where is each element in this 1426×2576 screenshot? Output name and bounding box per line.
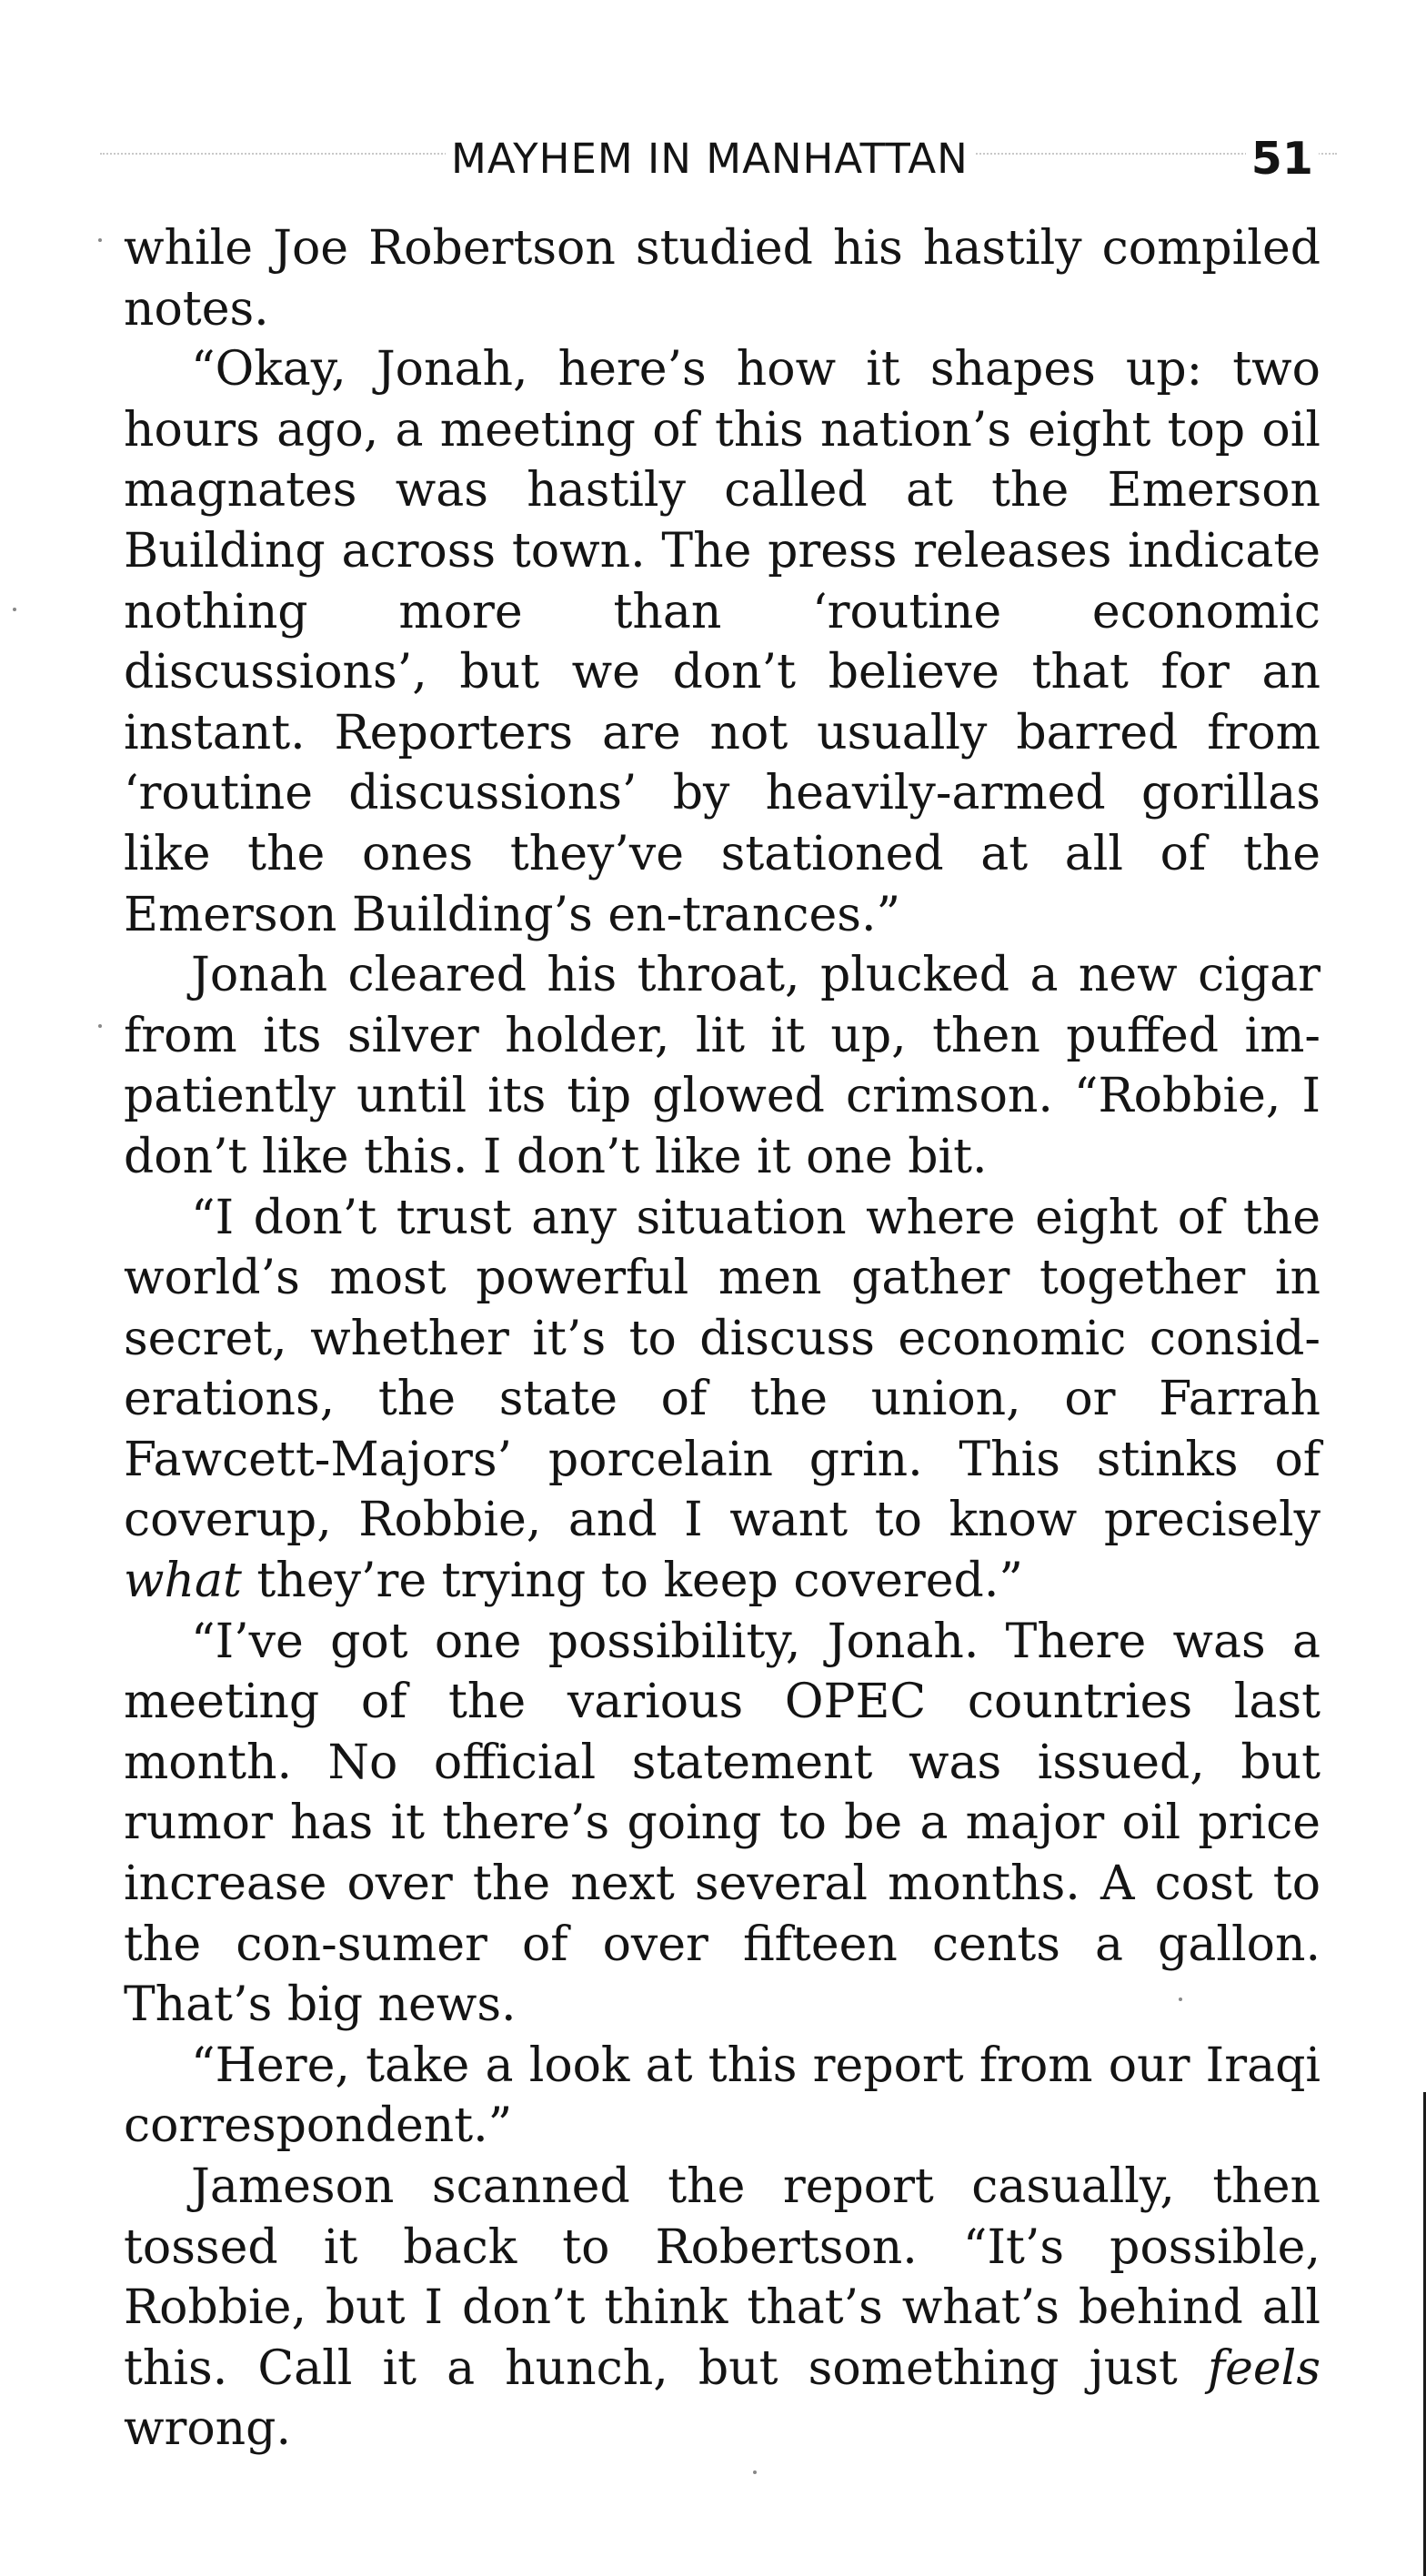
text-run: wrong. (124, 2401, 291, 2457)
italic-emphasis: what (124, 1554, 242, 1609)
text-run: “I’ve got one possibility, Jonah. There was a meeting of the various OPEC countries last month. No official statement was issued, but rumor has it there’s going to be a major oil price increase over the next several months. A cost to the con-sumer of over fifteen cents a gallon. That’s big news. (124, 1614, 1321, 2033)
text-run: Jameson scanned the report casually, then tossed it back to Robertson. “It’s possible, Robbie, but I don’t think that’s what’s behind all this. Call it a hunch, but something just (124, 2159, 1321, 2396)
running-head (118, 135, 1319, 189)
print-speck (1179, 1997, 1182, 2001)
body-paragraph (124, 218, 1321, 339)
body-paragraph (124, 2036, 1321, 2157)
text-run: “Here, take a look at this report from our Iraqi correspondent.” (124, 2038, 1321, 2154)
body-paragraph (124, 945, 1321, 1187)
text-run: Jonah cleared his throat, plucked a new cigar from its silver holder, lit it up, then puffed im-patiently until its tip glowed crimson. “Robbie, I don’t like this. I don’t like it one bit. (124, 948, 1321, 1184)
body-paragraph (124, 339, 1321, 945)
print-speck (13, 608, 16, 611)
text-run: “Okay, Jonah, here’s how it shapes up: two hours ago, a meeting of this nation’s eight top oil magnates was hastily called at the Emerson Building across town. The press releases indicate nothing more than ‘routine economic discussions’, but we don’t believe that for an instant. Reporters are not usually barred from ‘routine discussions’ by heavily-armed gorillas like the ones they’ve stationed at all of the Emerson Building’s en-trances.” (124, 342, 1321, 942)
italic-emphasis: feels (1207, 2340, 1321, 2396)
body-paragraph (124, 1188, 1321, 1612)
text-run: they’re trying to keep covered.” (241, 1554, 1023, 1609)
print-speck (98, 1024, 102, 1028)
body-paragraph (124, 1612, 1321, 2036)
body-paragraph (124, 2157, 1321, 2460)
body-text (124, 218, 1321, 2460)
text-run: while Joe Robertson studied his hastily compiled notes. (124, 221, 1321, 337)
text-run: “I don’t trust any situation where eight of the world’s most powerful men gather together in secret, whether it’s to discuss economic consid-erations, the state of the union, or Farrah Fawcett-Majors’ porcelain grin. This stinks of coverup, Robbie, and I want to know precisely (124, 1190, 1321, 1548)
print-speck (98, 238, 102, 242)
chapter-title: MAYHEM IN MANHATTAN (446, 135, 974, 183)
page-number: 51 (1246, 133, 1319, 185)
print-speck (753, 2470, 757, 2474)
